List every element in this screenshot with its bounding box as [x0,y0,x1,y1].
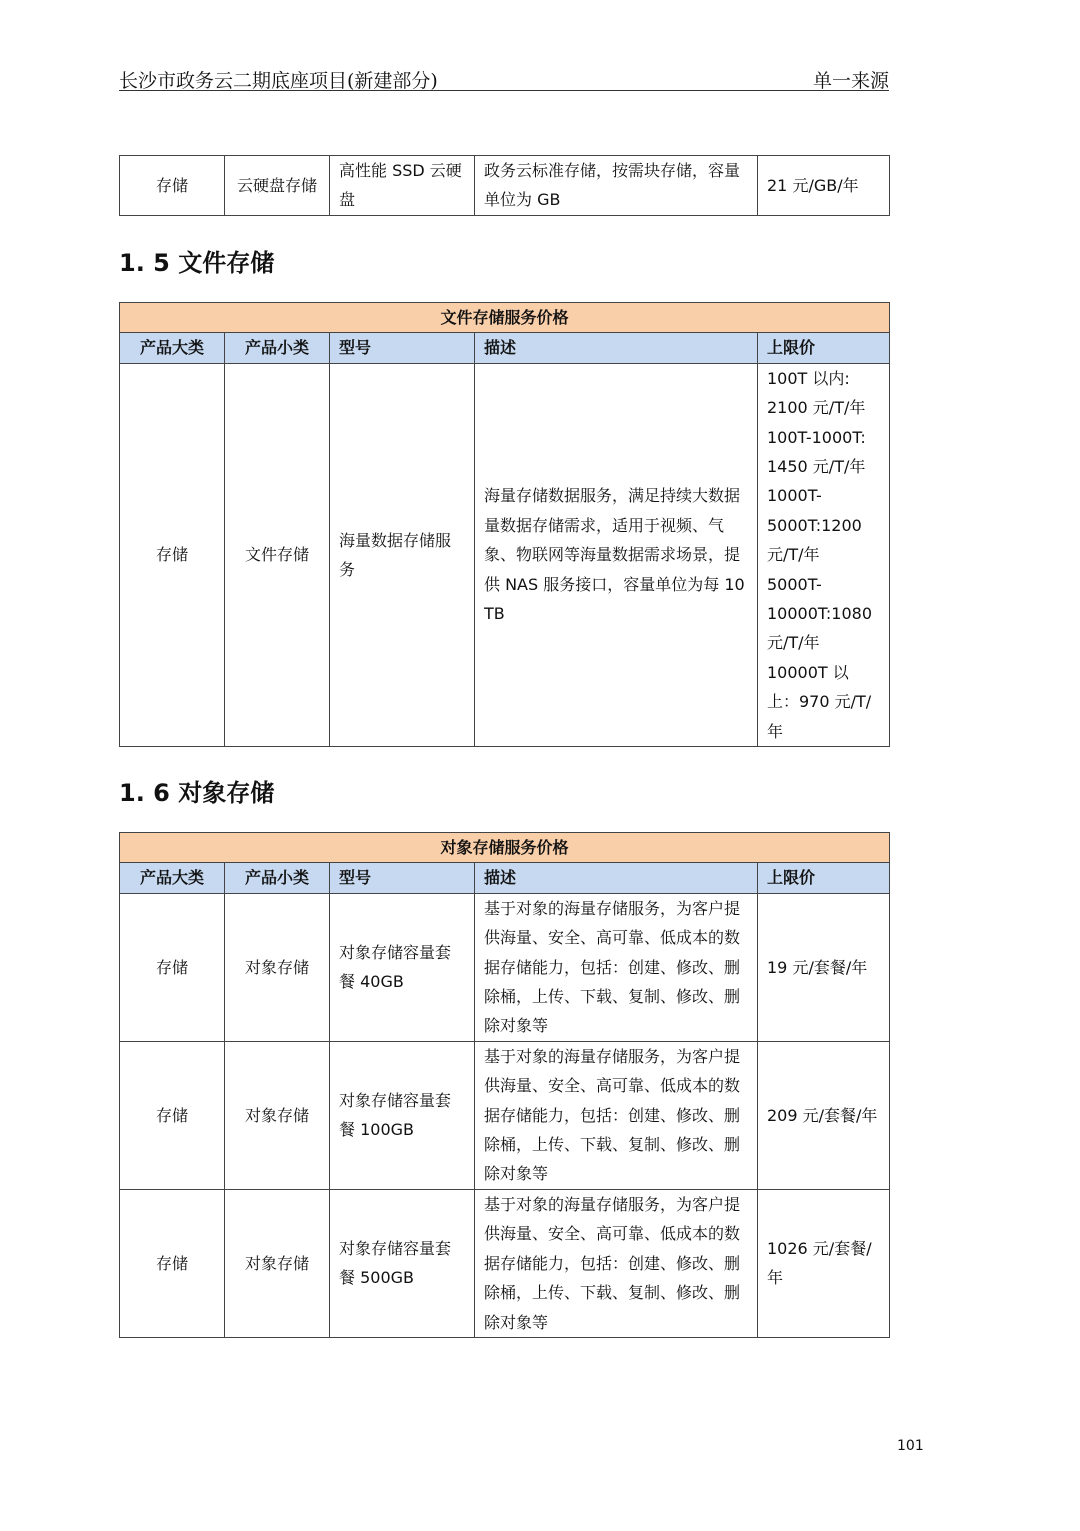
cell-description: 政务云标准存储，按需块存储，容量单位为 GB [475,156,758,216]
cell-price: 209 元/套餐/年 [758,1041,890,1189]
cell-price: 21 元/GB/年 [758,156,890,216]
cell-subcategory: 云硬盘存储 [225,156,330,216]
table-caption: 对象存储服务价格 [120,833,890,863]
table-caption-row [120,833,890,863]
header-model: 型号 [330,333,475,363]
table-header-row [120,863,890,893]
cell-description: 海量存储数据服务，满足持续大数据量数据存储需求，适用于视频、气象、物联网等海量数据需求场景，提供 NAS 服务接口，容量单位为每 10TB [475,363,758,746]
price-line: 1000T- [767,486,822,506]
header-category: 产品大类 [120,333,225,363]
header-category: 产品大类 [120,863,225,893]
cell-subcategory: 对象存储 [225,1189,330,1337]
section-title-file-storage: 1. 5 文件存储 [119,249,275,277]
header-subcategory: 产品小类 [225,863,330,893]
header-model: 型号 [330,863,475,893]
cell-price: 19 元/套餐/年 [758,893,890,1041]
header-description: 描述 [475,333,758,363]
cell-subcategory: 文件存储 [225,363,330,746]
cell-model: 海量数据存储服务 [330,363,475,746]
header-right-label: 单一来源 [812,70,889,92]
page-number: 101 [897,1438,924,1454]
price-line: 100T 以内: [767,368,850,388]
price-line: 5000T:1200 [767,515,862,535]
table-row [120,1189,890,1337]
cell-category: 存储 [120,1189,225,1337]
cell-category: 存储 [120,156,225,216]
cell-description: 基于对象的海量存储服务，为客户提供海量、安全、高可靠、低成本的数据存储能力，包括：创建、修改、删除桶，上传、下载、复制、修改、删除对象等 [475,1189,758,1337]
header-price: 上限价 [758,333,890,363]
table-row [120,1041,890,1189]
header-title: 长沙市政务云二期底座项目(新建部分) [119,70,438,92]
price-line: 年 [767,721,784,741]
cell-category: 存储 [120,893,225,1041]
cell-subcategory: 对象存储 [225,893,330,1041]
table-row [120,156,890,216]
cell-subcategory: 对象存储 [225,1041,330,1189]
page-header [119,66,889,91]
cell-description: 基于对象的海量存储服务，为客户提供海量、安全、高可靠、低成本的数据存储能力，包括：创建、修改、删除桶，上传、下载、复制、修改、删除对象等 [475,893,758,1041]
table-header-row [120,333,890,363]
price-line: 10000T:1080 [767,604,873,624]
section-title-object-storage: 1. 6 对象存储 [119,779,275,807]
cell-price-tiers [758,363,890,746]
price-line: 1450 元/T/年 [767,457,866,477]
price-line: 100T-1000T: [767,427,866,447]
table-row [120,893,890,1041]
cell-price: 1026 元/套餐/年 [758,1189,890,1337]
price-line: 元/T/年 [767,545,820,565]
price-line: 上：970 元/T/ [767,692,872,712]
block-storage-table-continued [119,155,890,216]
cell-category: 存储 [120,363,225,746]
table-caption-row [120,303,890,333]
cell-model: 对象存储容量套餐 500GB [330,1189,475,1337]
cell-description: 基于对象的海量存储服务，为客户提供海量、安全、高可靠、低成本的数据存储能力，包括：创建、修改、删除桶，上传、下载、复制、修改、删除对象等 [475,1041,758,1189]
file-storage-price-table [119,302,890,747]
table-caption: 文件存储服务价格 [120,303,890,333]
cell-model: 对象存储容量套餐 40GB [330,893,475,1041]
header-subcategory: 产品小类 [225,333,330,363]
cell-category: 存储 [120,1041,225,1189]
price-line: 2100 元/T/年 [767,398,866,418]
cell-model: 对象存储容量套餐 100GB [330,1041,475,1189]
object-storage-price-table [119,832,890,1338]
price-line: 元/T/年 [767,633,820,653]
table-row [120,363,890,746]
cell-model: 高性能 SSD 云硬盘 [330,156,475,216]
header-price: 上限价 [758,863,890,893]
price-line: 5000T- [767,574,822,594]
header-description: 描述 [475,863,758,893]
price-line: 10000T 以 [767,662,849,682]
